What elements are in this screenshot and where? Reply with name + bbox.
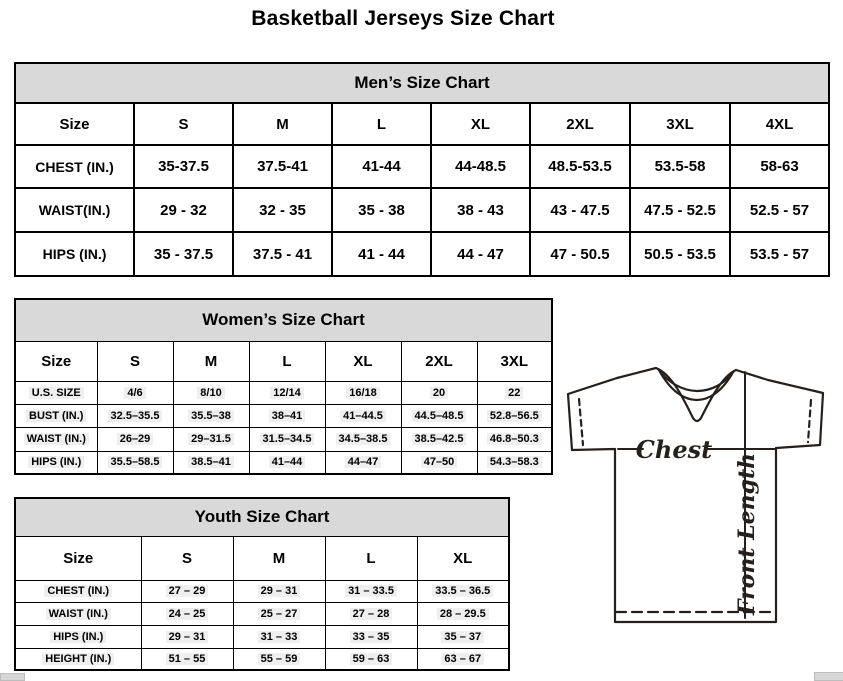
womens-col-xl: XL [325,341,401,381]
mens-col-s: S [134,103,233,145]
mens-size-table [14,62,830,277]
table-cell: 31.5–34.5 [249,427,325,451]
womens-row-waist [15,427,552,451]
cutoff-fragment-left [0,673,25,681]
jersey-outline [568,368,823,622]
row-label: BUST (IN.) [15,404,97,427]
table-cell: 20 [401,381,477,404]
table-cell: 37.5-41 [233,145,332,188]
table-cell: 52.8–56.5 [477,404,552,427]
womens-row-us-size [15,381,552,404]
table-cell: 24 – 25 [141,602,233,625]
table-cell: 32 - 35 [233,188,332,232]
youth-row-hips [15,625,509,648]
table-cell: 25 – 27 [233,602,325,625]
table-cell: 50.5 - 53.5 [630,232,730,276]
page-title: Basketball Jerseys Size Chart [251,7,555,30]
youth-table-title: Youth Size Chart [15,498,509,536]
table-cell: 47–50 [401,451,477,474]
womens-size-table [14,298,553,475]
row-label: CHEST (IN.) [15,580,141,602]
table-cell: 41-44 [332,145,431,188]
table-cell: 22 [477,381,552,404]
mens-col-size: Size [15,103,134,145]
table-cell: 38–41 [249,404,325,427]
table-cell: 54.3–58.3 [477,451,552,474]
table-cell: 29 – 31 [233,580,325,602]
chest-label: Chest [635,435,713,464]
row-label: HEIGHT (IN.) [15,648,141,670]
table-cell: 47.5 - 52.5 [630,188,730,232]
jersey-diagram [556,358,841,633]
mens-row-chest [15,145,829,188]
table-cell: 16/18 [325,381,401,404]
table-cell: 43 - 47.5 [530,188,630,232]
sleeve-stitch-right [808,400,811,442]
womens-col-l: L [249,341,325,381]
mens-col-3xl: 3XL [630,103,730,145]
row-label: HIPS (IN.) [15,625,141,648]
youth-col-s: S [141,536,233,580]
womens-col-size: Size [15,341,97,381]
jersey-collar [656,368,736,421]
table-cell: 53.5-58 [630,145,730,188]
table-cell: 33 – 35 [325,625,417,648]
table-cell: 46.8–50.3 [477,427,552,451]
mens-table-title: Men’s Size Chart [15,63,829,103]
youth-row-height [15,648,509,670]
womens-col-s: S [97,341,173,381]
table-cell: 38.5–41 [173,451,249,474]
table-cell: 31 – 33.5 [325,580,417,602]
table-cell: 38.5–42.5 [401,427,477,451]
womens-col-2xl: 2XL [401,341,477,381]
youth-size-table [14,497,510,671]
row-label: U.S. SIZE [15,381,97,404]
table-cell: 35 - 37.5 [134,232,233,276]
youth-col-xl: XL [417,536,509,580]
mens-row-waist [15,188,829,232]
youth-row-chest [15,580,509,602]
womens-col-m: M [173,341,249,381]
row-label: HIPS (IN.) [15,232,134,276]
table-cell: 48.5-53.5 [530,145,630,188]
cutoff-fragment-right [814,672,843,681]
table-cell: 37.5 - 41 [233,232,332,276]
table-cell: 29–31.5 [173,427,249,451]
womens-row-bust [15,404,552,427]
table-cell: 41 - 44 [332,232,431,276]
table-cell: 63 – 67 [417,648,509,670]
table-cell: 35.5–38 [173,404,249,427]
table-cell: 44-48.5 [431,145,530,188]
mens-col-2xl: 2XL [530,103,630,145]
mens-col-l: L [332,103,431,145]
table-cell: 12/14 [249,381,325,404]
table-cell: 35 - 38 [332,188,431,232]
table-cell: 31 – 33 [233,625,325,648]
table-cell: 47 - 50.5 [530,232,630,276]
table-cell: 32.5–35.5 [97,404,173,427]
table-cell: 41–44.5 [325,404,401,427]
table-cell: 33.5 – 36.5 [417,580,509,602]
table-cell: 52.5 - 57 [730,188,829,232]
youth-col-m: M [233,536,325,580]
table-cell: 35-37.5 [134,145,233,188]
table-cell: 53.5 - 57 [730,232,829,276]
row-label: WAIST (IN.) [15,602,141,625]
row-label: WAIST (IN.) [15,427,97,451]
mens-col-4xl: 4XL [730,103,829,145]
table-cell: 29 – 31 [141,625,233,648]
table-cell: 59 – 63 [325,648,417,670]
row-label: WAIST(IN.) [15,188,134,232]
mens-col-m: M [233,103,332,145]
table-cell: 27 – 28 [325,602,417,625]
row-label: CHEST (IN.) [15,145,134,188]
table-cell: 44 - 47 [431,232,530,276]
youth-row-waist [15,602,509,625]
table-cell: 35 – 37 [417,625,509,648]
table-cell: 58-63 [730,145,829,188]
womens-table-title: Women’s Size Chart [15,299,552,341]
table-cell: 29 - 32 [134,188,233,232]
table-cell: 55 – 59 [233,648,325,670]
table-cell: 38 - 43 [431,188,530,232]
mens-col-xl: XL [431,103,530,145]
table-cell: 44–47 [325,451,401,474]
table-cell: 28 – 29.5 [417,602,509,625]
row-label: HIPS (IN.) [15,451,97,474]
womens-row-hips [15,451,552,474]
youth-col-l: L [325,536,417,580]
table-cell: 4/6 [97,381,173,404]
table-cell: 41–44 [249,451,325,474]
table-cell: 51 – 55 [141,648,233,670]
table-cell: 34.5–38.5 [325,427,401,451]
table-cell: 44.5–48.5 [401,404,477,427]
sleeve-stitch-left [579,399,583,445]
youth-col-size: Size [15,536,141,580]
table-cell: 27 – 29 [141,580,233,602]
table-cell: 35.5–58.5 [97,451,173,474]
table-cell: 26–29 [97,427,173,451]
front-length-label: Front Length [734,452,760,616]
jersey-collar-rib [660,372,732,400]
womens-col-3xl: 3XL [477,341,552,381]
table-cell: 8/10 [173,381,249,404]
mens-row-hips [15,232,829,276]
